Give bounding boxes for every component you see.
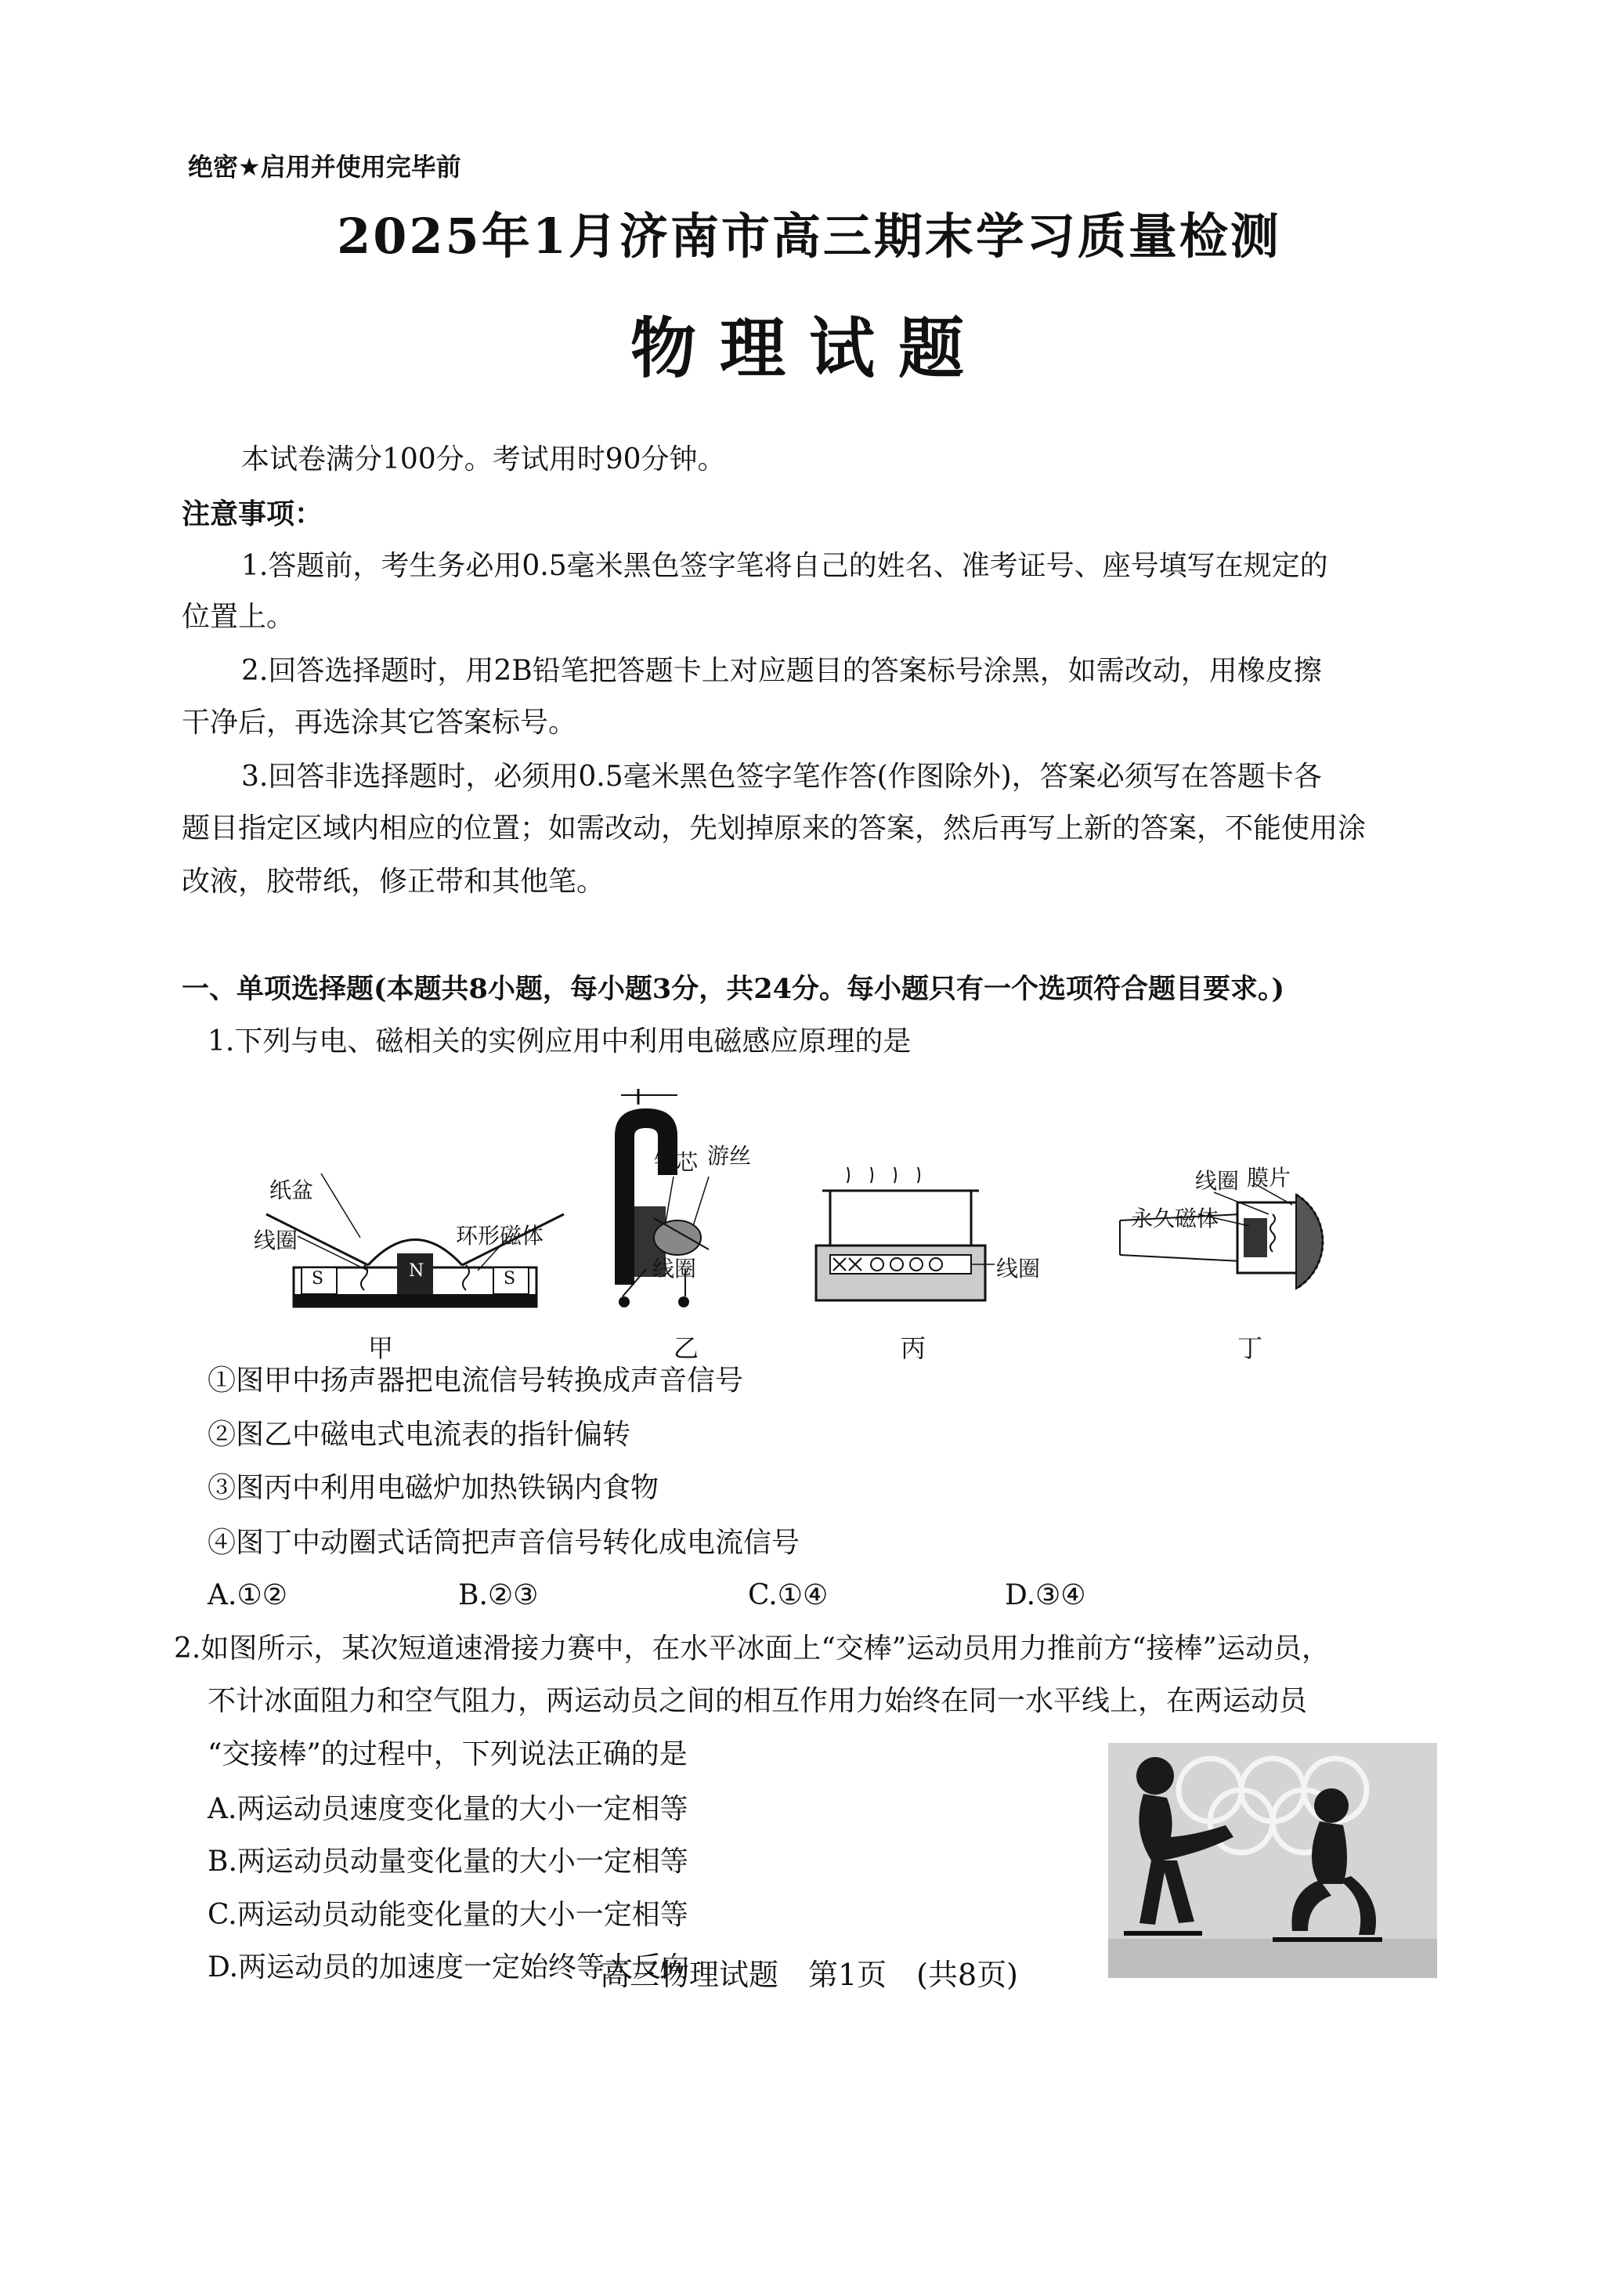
pole-s-right: S xyxy=(504,1269,516,1289)
pole-s-left: S xyxy=(312,1269,324,1289)
label-ring-magnet: 环形磁体 xyxy=(456,1223,544,1249)
microphone-diagram xyxy=(1112,1159,1378,1316)
question-2-stem-line-2: 不计冰面阻力和空气阻力，两运动员之间的相互作用力始终在同一水平线上，在两运动员 xyxy=(208,1685,1308,1717)
statement-4: ④图丁中动圈式话筒把声音信号转化成电流信号 xyxy=(208,1527,800,1559)
q1-option-a: A.①② xyxy=(208,1579,287,1611)
notes-heading: 注意事项： xyxy=(182,497,323,530)
caption-yi: 乙 xyxy=(674,1333,699,1363)
label-coil: 线圈 xyxy=(996,1256,1041,1282)
caption-ding: 丁 xyxy=(1237,1333,1263,1363)
question-1-stem: 1.下列与电、磁相关的实例应用中利用电磁感应原理的是 xyxy=(208,1025,912,1058)
induction-cooker-diagram xyxy=(814,1159,1065,1308)
speed-skating-photo xyxy=(1108,1743,1437,1978)
note-2-line-2: 干净后，再选涂其它答案标号。 xyxy=(182,707,577,739)
statement-2: ②图乙中磁电式电流表的指针偏转 xyxy=(208,1419,631,1451)
note-3-line-1: 3.回答非选择题时，必须用0.5毫米黑色签字笔作答(作图除外)，答案必须写在答题卡各 xyxy=(241,761,1322,793)
q2-option-d: D.两运动员的加速度一定始终等大反向 xyxy=(208,1951,690,1983)
q1-option-d: D.③④ xyxy=(1005,1579,1086,1611)
note-3-line-2: 题目指定区域内相应的位置；如需改动，先划掉原来的答案，然后再写上新的答案，不能使用涂 xyxy=(182,812,1367,844)
note-3-line-3: 改液，胶带纸，修正带和其他笔。 xyxy=(182,866,605,898)
q2-option-c: C.两运动员动能变化量的大小一定相等 xyxy=(208,1899,688,1931)
caption-bing: 丙 xyxy=(901,1333,926,1363)
page-footer: 高三物理试题 第1页 (共8页) xyxy=(599,1958,1018,1992)
q1-option-b: B.②③ xyxy=(458,1579,539,1611)
figure-ding-microphone xyxy=(1112,1159,1378,1316)
subject-title: 物理试题 xyxy=(630,309,988,387)
skaters-illustration xyxy=(1108,1743,1437,1978)
question-2-stem-line-1: 2.如图所示，某次短道速滑接力赛中，在水平冰面上“交棒”运动员用力推前方“接棒”运动员， xyxy=(174,1633,1330,1665)
caption-jia: 甲 xyxy=(368,1333,394,1363)
q2-option-a: A.两运动员速度变化量的大小一定相等 xyxy=(208,1793,688,1825)
figure-bing-induction-cooker xyxy=(814,1159,1065,1308)
confidential-mark: 绝密★启用并使用完毕前 xyxy=(188,152,461,182)
label-diaphragm: 膜片 xyxy=(1247,1165,1291,1191)
statement-3: ③图丙中利用电磁炉加热铁锅内食物 xyxy=(208,1472,659,1504)
label-coil: 线圈 xyxy=(254,1228,298,1253)
score-line: 本试卷满分100分。考试用时90分钟。 xyxy=(241,443,726,475)
pole-n: N xyxy=(409,1261,424,1281)
note-1-line-2: 位置上。 xyxy=(182,601,295,633)
figure-jia-speaker xyxy=(251,1167,580,1316)
section-1-heading: 一、单项选择题(本题共8小题，每小题3分，共24分。每小题只有一个选项符合题目要求。) xyxy=(182,973,1285,1005)
figure-yi-galvanometer xyxy=(591,1089,771,1316)
note-1-line-1: 1.答题前，考生务必用0.5毫米黑色签字笔将自己的姓名、准考证号、座号填写在规定的 xyxy=(241,550,1328,582)
label-permanent-magnet: 永久磁体 xyxy=(1131,1206,1219,1231)
question-2-stem-line-3: “交接棒”的过程中，下列说法正确的是 xyxy=(208,1738,688,1770)
label-coil: 线圈 xyxy=(1195,1168,1240,1194)
q1-option-c: C.①④ xyxy=(748,1579,829,1611)
label-cone: 纸盆 xyxy=(269,1177,314,1203)
statement-1: ①图甲中扬声器把电流信号转换成声音信号 xyxy=(208,1365,744,1397)
label-iron-core: 铁芯 xyxy=(654,1149,699,1175)
note-2-line-1: 2.回答选择题时，用2B铅笔把答题卡上对应题目的答案标号涂黑，如需改动，用橡皮擦 xyxy=(241,655,1322,687)
q2-option-b: B.两运动员动量变化量的大小一定相等 xyxy=(208,1846,688,1878)
exam-title: 2025年1月济南市高三期末学习质量检测 xyxy=(337,208,1281,265)
label-coil: 线圈 xyxy=(652,1256,697,1282)
label-hairspring: 游丝 xyxy=(707,1143,752,1169)
